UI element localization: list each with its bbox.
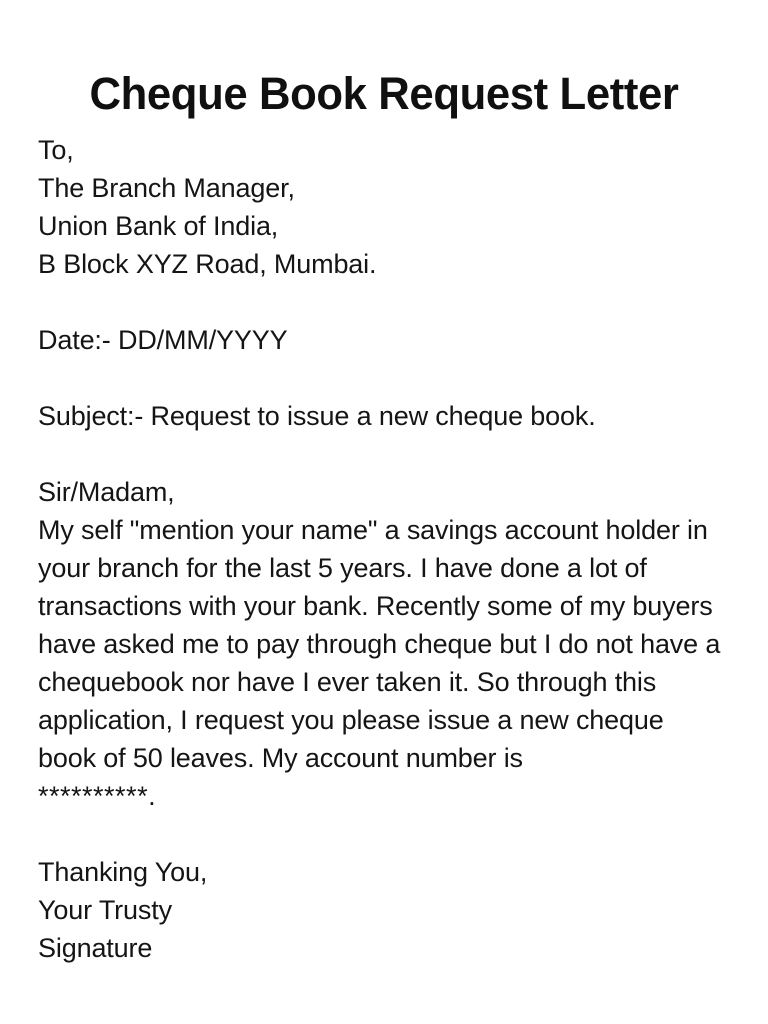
spacer-before-closing <box>38 815 724 853</box>
closing-signoff: Your Trusty <box>38 895 172 925</box>
message-block <box>38 473 724 815</box>
greeting-line: Sir/Madam, <box>38 477 175 507</box>
subject-block <box>38 397 724 435</box>
recipient-block <box>38 131 724 283</box>
account-number-masked: **********. <box>38 781 157 811</box>
recipient-address: B Block XYZ Road, Mumbai. <box>38 249 377 279</box>
signature-label: Signature <box>38 933 153 963</box>
spacer-after-date <box>38 359 724 397</box>
spacer-after-recipient <box>38 283 724 321</box>
spacer-after-subject <box>38 435 724 473</box>
page-title: Cheque Book Request Letter <box>89 68 679 120</box>
subject-line: Subject:- Request to issue a new cheque book. <box>38 401 596 431</box>
body-paragraph: My self "mention your name" a savings account holder in your branch for the last 5 years. I have done a lot of transactions with your bank. Recently some of my buyers have asked me to pay through cheque but I do not have a chequebook nor have I ever taken it. So through this application, I request you please issue a new cheque book of 50 leaves. My account number is <box>38 515 721 773</box>
date-block <box>38 321 724 359</box>
letter-body <box>38 131 724 967</box>
closing-thanks: Thanking You, <box>38 857 208 887</box>
date-line: Date:- DD/MM/YYYY <box>38 325 288 355</box>
recipient-bank-name: Union Bank of India, <box>38 211 279 241</box>
recipient-salutation: To, <box>38 135 74 165</box>
recipient-designation: The Branch Manager, <box>38 173 295 203</box>
closing-block <box>38 853 724 967</box>
